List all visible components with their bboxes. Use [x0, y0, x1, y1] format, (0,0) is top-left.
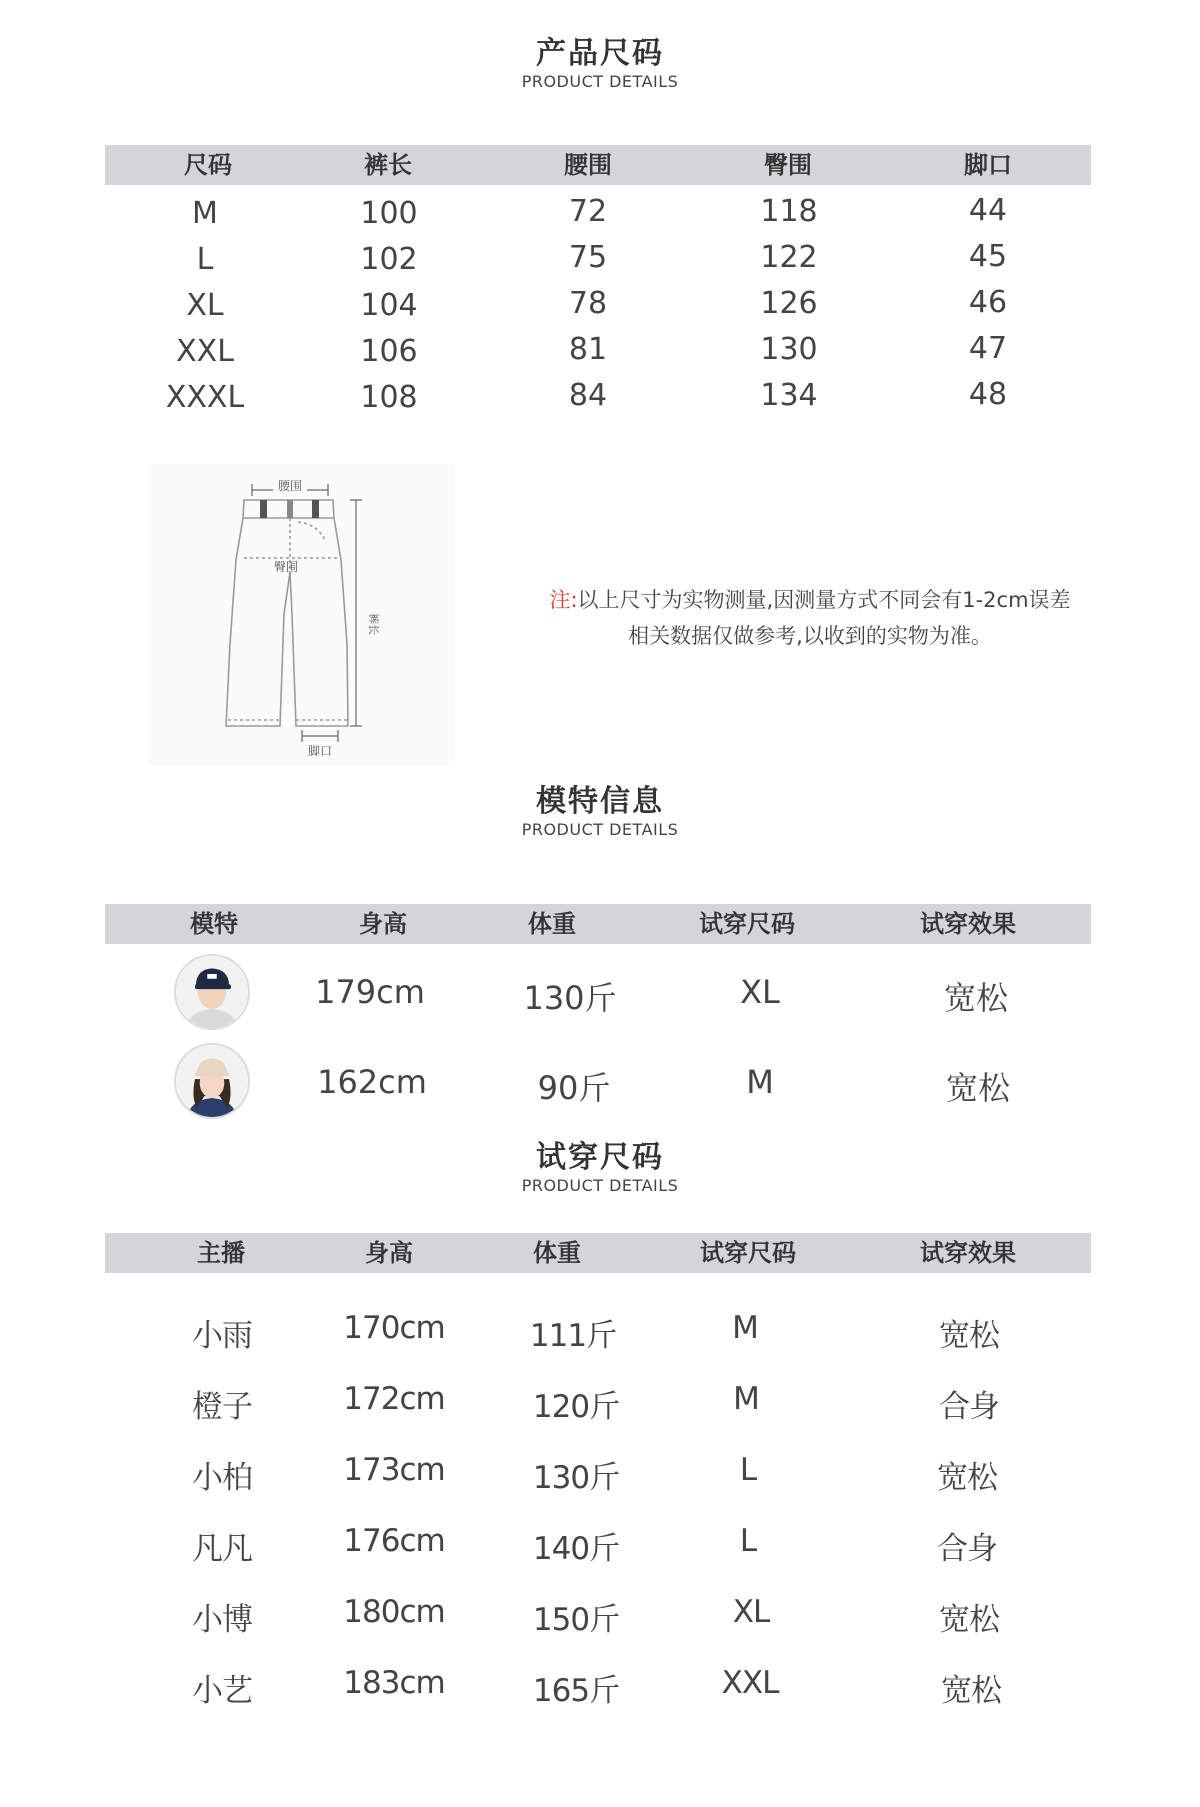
size-cell: M — [192, 196, 218, 231]
tryon-header-size: 试穿尺码 — [700, 1239, 796, 1267]
waist-cell: 84 — [568, 378, 608, 413]
size-section-title-zh: 产品尺码 — [536, 36, 664, 71]
hem-cell: 45 — [968, 239, 1008, 274]
host-cell: 小艺 — [192, 1673, 252, 1709]
model-header-height: 身高 — [359, 910, 407, 938]
waist-cell: 81 — [568, 332, 608, 367]
tryon-header-fit: 试穿效果 — [920, 1239, 1016, 1267]
size-header-hip: 臀围 — [764, 151, 812, 179]
weight-cell: 120斤 — [532, 1389, 620, 1425]
model-header-size: 试穿尺码 — [699, 910, 795, 938]
size-cell: L — [196, 242, 214, 277]
length-cell: 108 — [360, 380, 418, 415]
note-prefix: 注: — [549, 588, 578, 612]
model-section-title — [0, 784, 1200, 840]
tryon-table-header — [105, 1233, 1091, 1273]
fit-cell: 宽松 — [937, 1460, 997, 1496]
hem-cell: 47 — [968, 331, 1008, 366]
fit-cell: 宽松 — [939, 1318, 999, 1354]
tryon-section-subtitle: PRODUCT DETAILS — [521, 1176, 679, 1195]
host-cell: 小雨 — [192, 1318, 252, 1354]
model-section-title-zh: 模特信息 — [536, 784, 664, 819]
waist-cell: 78 — [568, 286, 608, 321]
hip-cell: 118 — [760, 194, 818, 229]
size-header-size: 尺码 — [184, 151, 232, 179]
size-section-title — [0, 36, 1200, 92]
note-line-1 — [520, 582, 1100, 618]
fit-cell: 宽松 — [939, 1602, 999, 1638]
model-weight-cell: 130斤 — [523, 979, 617, 1017]
hip-cell: 134 — [760, 378, 818, 413]
size-cell: L — [739, 1523, 757, 1559]
model-header-weight: 体重 — [528, 910, 576, 938]
size-header-length: 裤长 — [364, 151, 412, 179]
model-section-subtitle: PRODUCT DETAILS — [521, 820, 679, 839]
size-cell: XL — [732, 1594, 770, 1630]
size-cell: M — [733, 1381, 759, 1417]
size-cell: XL — [186, 288, 224, 323]
model-height-cell: 179cm — [315, 973, 425, 1011]
hem-cell: 44 — [968, 193, 1008, 228]
diagram-length-label: 裤长 — [367, 613, 380, 635]
model-size-cell: M — [746, 1063, 774, 1101]
weight-cell: 111斤 — [529, 1318, 617, 1354]
model-weight-cell: 90斤 — [537, 1069, 611, 1107]
host-cell: 橙子 — [192, 1389, 252, 1425]
length-cell: 106 — [360, 334, 418, 369]
hip-cell: 126 — [760, 286, 818, 321]
fit-cell: 合身 — [939, 1389, 999, 1425]
hip-cell: 130 — [760, 332, 818, 367]
waist-cell: 72 — [568, 194, 608, 229]
length-cell: 100 — [360, 196, 418, 231]
weight-cell: 150斤 — [532, 1602, 620, 1638]
height-cell: 176cm — [343, 1523, 445, 1559]
fit-cell: 合身 — [937, 1531, 997, 1567]
size-cell: XXL — [721, 1665, 779, 1701]
model-height-cell: 162cm — [317, 1063, 427, 1101]
model-size-cell: XL — [740, 973, 780, 1011]
length-cell: 104 — [360, 288, 418, 323]
tryon-header-weight: 体重 — [533, 1239, 581, 1267]
weight-cell: 130斤 — [532, 1460, 620, 1496]
note-line-2: 相关数据仅做参考,以收到的实物为准。 — [628, 624, 992, 648]
diagram-waist-label: 腰围 — [277, 479, 303, 493]
hem-cell: 48 — [968, 377, 1008, 412]
size-cell: XXXL — [165, 380, 245, 415]
size-section-subtitle: PRODUCT DETAILS — [521, 72, 679, 91]
host-cell: 凡凡 — [192, 1531, 252, 1567]
fit-cell: 宽松 — [941, 1673, 1001, 1709]
height-cell: 180cm — [343, 1594, 445, 1630]
model-header-fit: 试穿效果 — [920, 910, 1016, 938]
size-header-waist: 腰围 — [564, 151, 612, 179]
tryon-section-title — [0, 1140, 1200, 1196]
diagram-hem-label: 脚口 — [307, 744, 333, 758]
hem-cell: 46 — [968, 285, 1008, 320]
height-cell: 173cm — [343, 1452, 445, 1488]
host-cell: 小博 — [192, 1602, 252, 1638]
size-header-hem: 脚口 — [964, 151, 1012, 179]
size-table-header — [105, 145, 1091, 185]
weight-cell: 140斤 — [532, 1531, 620, 1567]
height-cell: 170cm — [343, 1310, 445, 1346]
male-model-avatar — [174, 954, 250, 1030]
pants-measurement-diagram — [148, 464, 454, 766]
tryon-header-height: 身高 — [365, 1239, 413, 1267]
size-cell: M — [732, 1310, 758, 1346]
tryon-section-title-zh: 试穿尺码 — [536, 1140, 664, 1175]
diagram-hip-label: 臀围 — [273, 560, 299, 574]
waist-cell: 75 — [568, 240, 608, 275]
size-cell: L — [739, 1452, 757, 1488]
note-line-1-text: 以上尺寸为实物测量,因测量方式不同会有1-2cm误差 — [577, 588, 1071, 612]
size-cell: XXL — [176, 334, 234, 369]
weight-cell: 165斤 — [532, 1673, 620, 1709]
length-cell: 102 — [360, 242, 418, 277]
height-cell: 172cm — [343, 1381, 445, 1417]
model-fit-cell: 宽松 — [943, 979, 1009, 1017]
measurement-note — [520, 582, 1100, 654]
model-fit-cell: 宽松 — [945, 1069, 1011, 1107]
tryon-header-host: 主播 — [197, 1239, 245, 1267]
host-cell: 小柏 — [192, 1460, 252, 1496]
pants-illustration — [148, 464, 454, 766]
female-model-avatar — [174, 1043, 250, 1119]
height-cell: 183cm — [343, 1665, 445, 1701]
model-header-model: 模特 — [190, 910, 238, 938]
hip-cell: 122 — [760, 240, 818, 275]
model-table-header — [105, 904, 1091, 944]
